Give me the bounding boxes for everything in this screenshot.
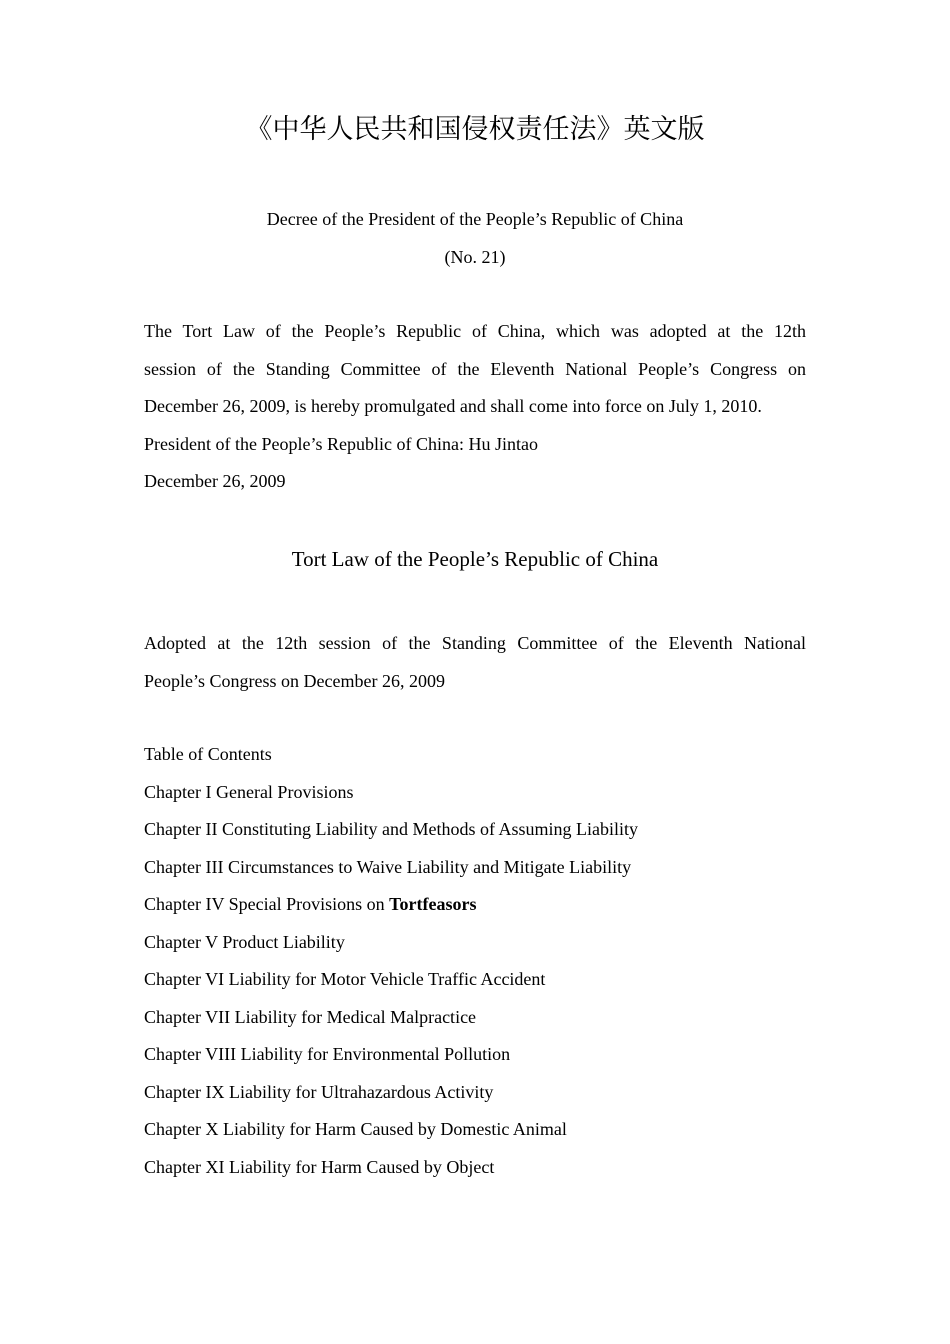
toc-item-chapter-iv	[144, 886, 806, 924]
toc-item: Chapter XI Liability for Harm Caused by Object	[144, 1156, 495, 1177]
toc-item: Chapter I General Provisions	[144, 781, 354, 802]
promulgation-line-2: session of the Standing Committee of the Eleventh National People’s Congress on	[144, 358, 806, 379]
toc-item: Chapter II Constituting Liability and Methods of Assuming Liability	[144, 819, 638, 839]
document-title-cn: 《中华人民共和国侵权责任法》英文版	[245, 114, 705, 145]
toc-item: Chapter V Product Liability	[144, 931, 345, 952]
adoption-line-1: Adopted at the 12th session of the Standing Committee of the Eleventh National	[144, 633, 806, 653]
adoption-line-2: People’s Congress on December 26, 2009	[144, 670, 445, 691]
toc-item: Chapter X Liability for Harm Caused by Domestic Animal	[144, 1119, 567, 1139]
decree-number: (No. 21)	[444, 247, 506, 267]
decree-heading: Decree of the President of the People’s Republic of China	[266, 209, 684, 229]
promulgation-line-3: December 26, 2009, is hereby promulgated and shall come into force on July 1, 2010.	[144, 396, 762, 416]
toc-item: Chapter VIII Liability for Environmental Pollution	[144, 1044, 511, 1064]
president-signature-line: President of the People’s Republic of China: Hu Jintao	[144, 433, 538, 454]
promulgation-line-1: The Tort Law of the People’s Republic of China, which was adopted at the 12th	[144, 321, 806, 341]
toc-item: Chapter IX Liability for Ultrahazardous Activity	[144, 1081, 494, 1102]
toc-item-bold-term: Tortfeasors	[389, 894, 477, 914]
toc-item: Chapter III Circumstances to Waive Liability and Mitigate Liability	[144, 856, 632, 877]
table-of-contents	[144, 736, 806, 1186]
decree-date: December 26, 2009	[144, 471, 286, 491]
toc-heading: Table of Contents	[144, 744, 272, 764]
promulgation-paragraph	[144, 313, 806, 501]
toc-item: Chapter VI Liability for Motor Vehicle Traffic Accident	[144, 969, 546, 989]
toc-item: Chapter VII Liability for Medical Malpractice	[144, 1006, 477, 1027]
toc-item-text: Chapter IV Special Provisions on	[144, 894, 385, 914]
adoption-paragraph	[144, 625, 806, 700]
law-title: Tort Law of the People’s Republic of China	[291, 547, 659, 571]
